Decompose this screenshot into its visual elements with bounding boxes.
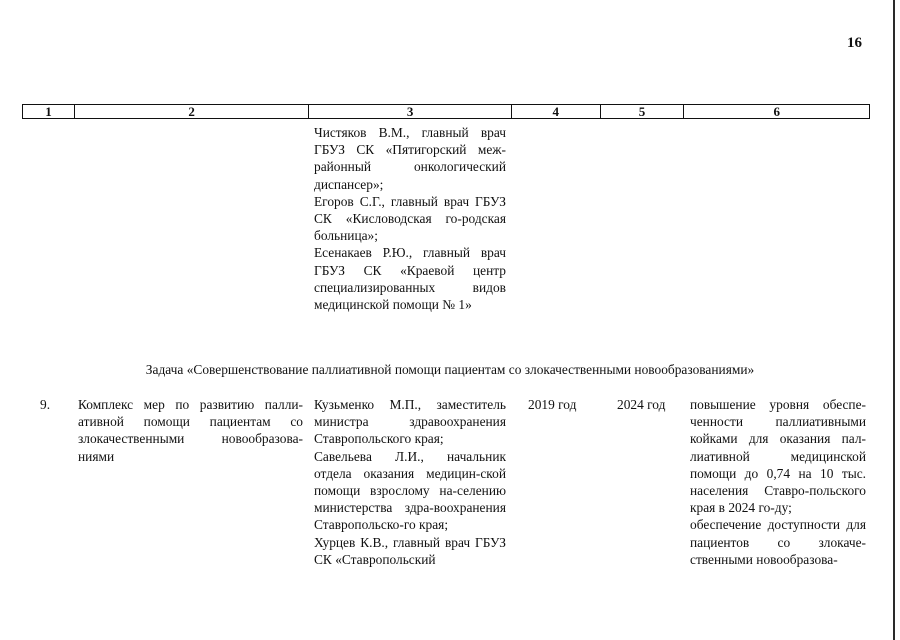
end-year-cell: 2024 год <box>617 397 666 412</box>
header-col-3: 3 <box>309 105 512 118</box>
executor-item: Хурцев К.В., главный врач ГБУЗ СК «Ставропольский <box>314 534 506 567</box>
result-item: обеспечение доступности для пациентов со злокаче-ственными новообразова- <box>690 517 866 567</box>
measure-cell: Комплекс мер по развитию палли-ативной помощи пациентам со злокачественными новообразова-ниями <box>78 397 303 464</box>
executors-cell <box>314 396 506 568</box>
page-number: 16 <box>847 35 862 51</box>
header-col-6: 6 <box>773 104 780 119</box>
result-item: повышение уровня обеспе-ченности паллиативными койками для оказания пал-лиативной медицинской помощи до 0,74 на 10 тыс. населения Ставро-польского края в 2024 го-ду; <box>690 397 866 516</box>
row-number: 9. <box>40 397 51 412</box>
header-col-4: 4 <box>512 105 601 118</box>
header-col-1: 1 <box>23 105 75 118</box>
executor-item: Егоров С.Г., главный врач ГБУЗ СК «Кисловодская го-родская больница»; <box>314 193 506 244</box>
table-header-row <box>22 104 870 119</box>
continued-executors-cell <box>314 124 506 313</box>
task-heading: Задача «Совершенствование паллиативной помощи пациентам со злокачественными новообразованиями» <box>145 362 755 377</box>
executor-item: Чистяков В.М., главный врач ГБУЗ СК «Пятигорский меж-районный онкологический диспансер»; <box>314 125 506 192</box>
executor-item: Савельева Л.И., начальник отдела оказания медицин-ской помощи взрослому на-селению министерства здра-воохранения Ставропольско-го края; <box>314 448 506 533</box>
header-col-5: 5 <box>601 105 685 118</box>
result-cell <box>690 396 866 568</box>
executor-item: Есенакаев Р.Ю., главный врач ГБУЗ СК «Краевой центр специализированных видов медицинской помощи № 1» <box>314 245 506 313</box>
header-col-2: 2 <box>75 105 309 118</box>
start-year-cell: 2019 год <box>528 397 577 412</box>
page-edge-line <box>893 0 895 640</box>
executor-item: Кузьменко М.П., заместитель министра здравоохранения Ставропольского края; <box>314 397 506 447</box>
